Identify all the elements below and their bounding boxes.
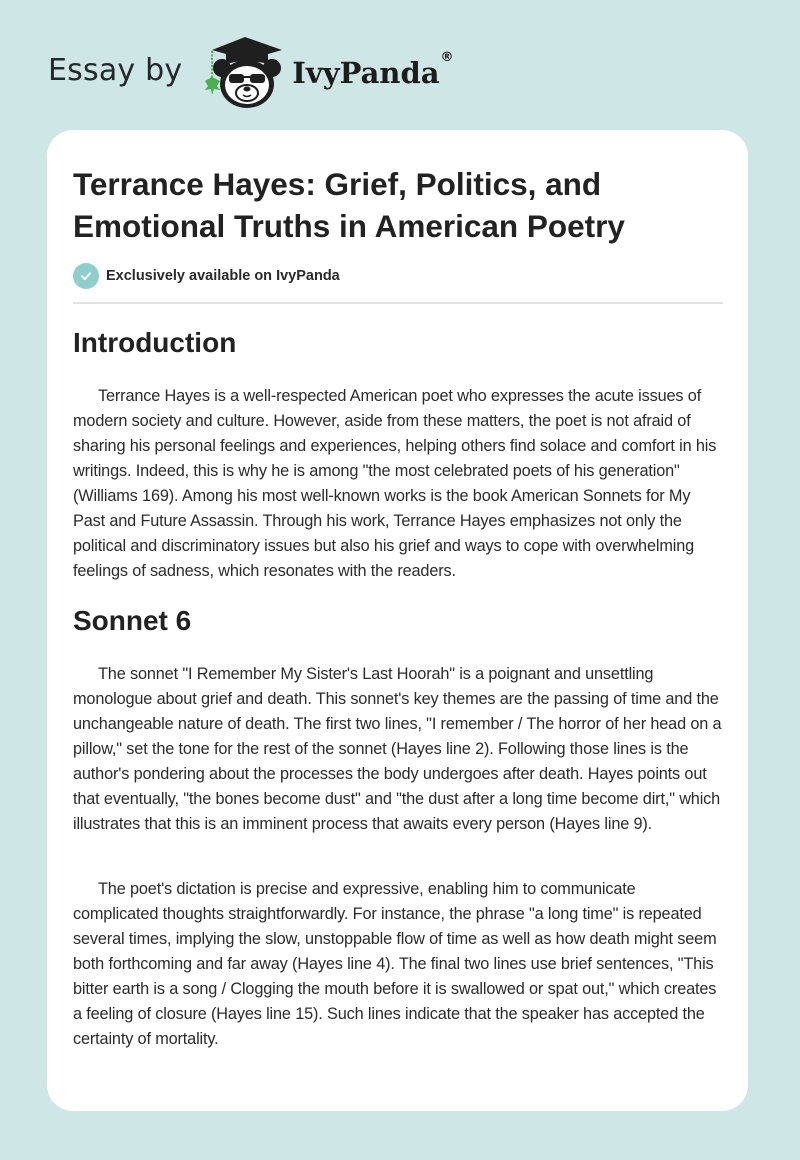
exclusive-badge-text: Exclusively available on IvyPanda (106, 268, 340, 284)
brand-name-text: IvyPanda (292, 56, 440, 90)
section-heading-sonnet-6: Sonnet 6 (73, 605, 192, 636)
site-header (48, 34, 454, 110)
check-circle-icon (73, 263, 99, 289)
introduction-paragraph-1: Terrance Hayes is a well-respected American poet who expresses the acute issues of modern society and culture. However, aside from these matters, the poet is not afraid of sharing his personal feelings and experiences, helping others find solace and comfort in his writings. Indeed, this is why he is among "the most celebrated poets of his generation" (Williams 169). Among his most well-known works is the book American Sonnets for My Past and Future Assassin. Through his work, Terrance Hayes emphasizes not only the political and discriminatory issues but also his grief and ways to cope with overwhelming feelings of sadness, which resonates with the readers. (73, 387, 717, 580)
essay-card (47, 130, 748, 1111)
exclusive-badge (73, 263, 340, 289)
brand-name[interactable] (292, 50, 454, 90)
title-divider (73, 302, 723, 304)
panda-graduate-icon[interactable] (202, 34, 288, 110)
sonnet-6-paragraph-2: The poet's dictation is precise and expressive, enabling him to communicate complicated thoughts straightforwardly. For instance, the phrase "a long time" is repeated several times, implying the slow, unstoppable flow of time as well as how death might seem both forthcoming and far away (Hayes line 4). The final two lines use brief sentences, "This bitter earth is a song / Clogging the mouth before it is swallowed or spat out," which creates a feeling of closure (Hayes line 15). Such lines indicate that the speaker has accepted the certainty of mortality. (73, 880, 717, 1048)
essay-title: Terrance Hayes: Grief, Politics, and Emotional Truths in American Poetry (73, 166, 625, 244)
registered-mark: ® (440, 50, 454, 65)
brand-prefix: Essay by (48, 52, 183, 88)
sonnet-6-paragraph-1: The sonnet "I Remember My Sister's Last Hoorah" is a poignant and unsettling monologue about grief and death. This sonnet's key themes are the passing of time and the unchangeable nature of death. The first two lines, "I remember / The horror of her head on a pillow," set the tone for the rest of the sonnet (Hayes line 2). Following those lines is the author's pondering about the processes the body undergoes after death. Hayes points out that eventually, "the bones become dust" and "the dust after a long time become dirt," which illustrates that this is an imminent process that awaits every person (Hayes line 9). (73, 665, 722, 833)
section-heading-introduction: Introduction (73, 327, 237, 358)
